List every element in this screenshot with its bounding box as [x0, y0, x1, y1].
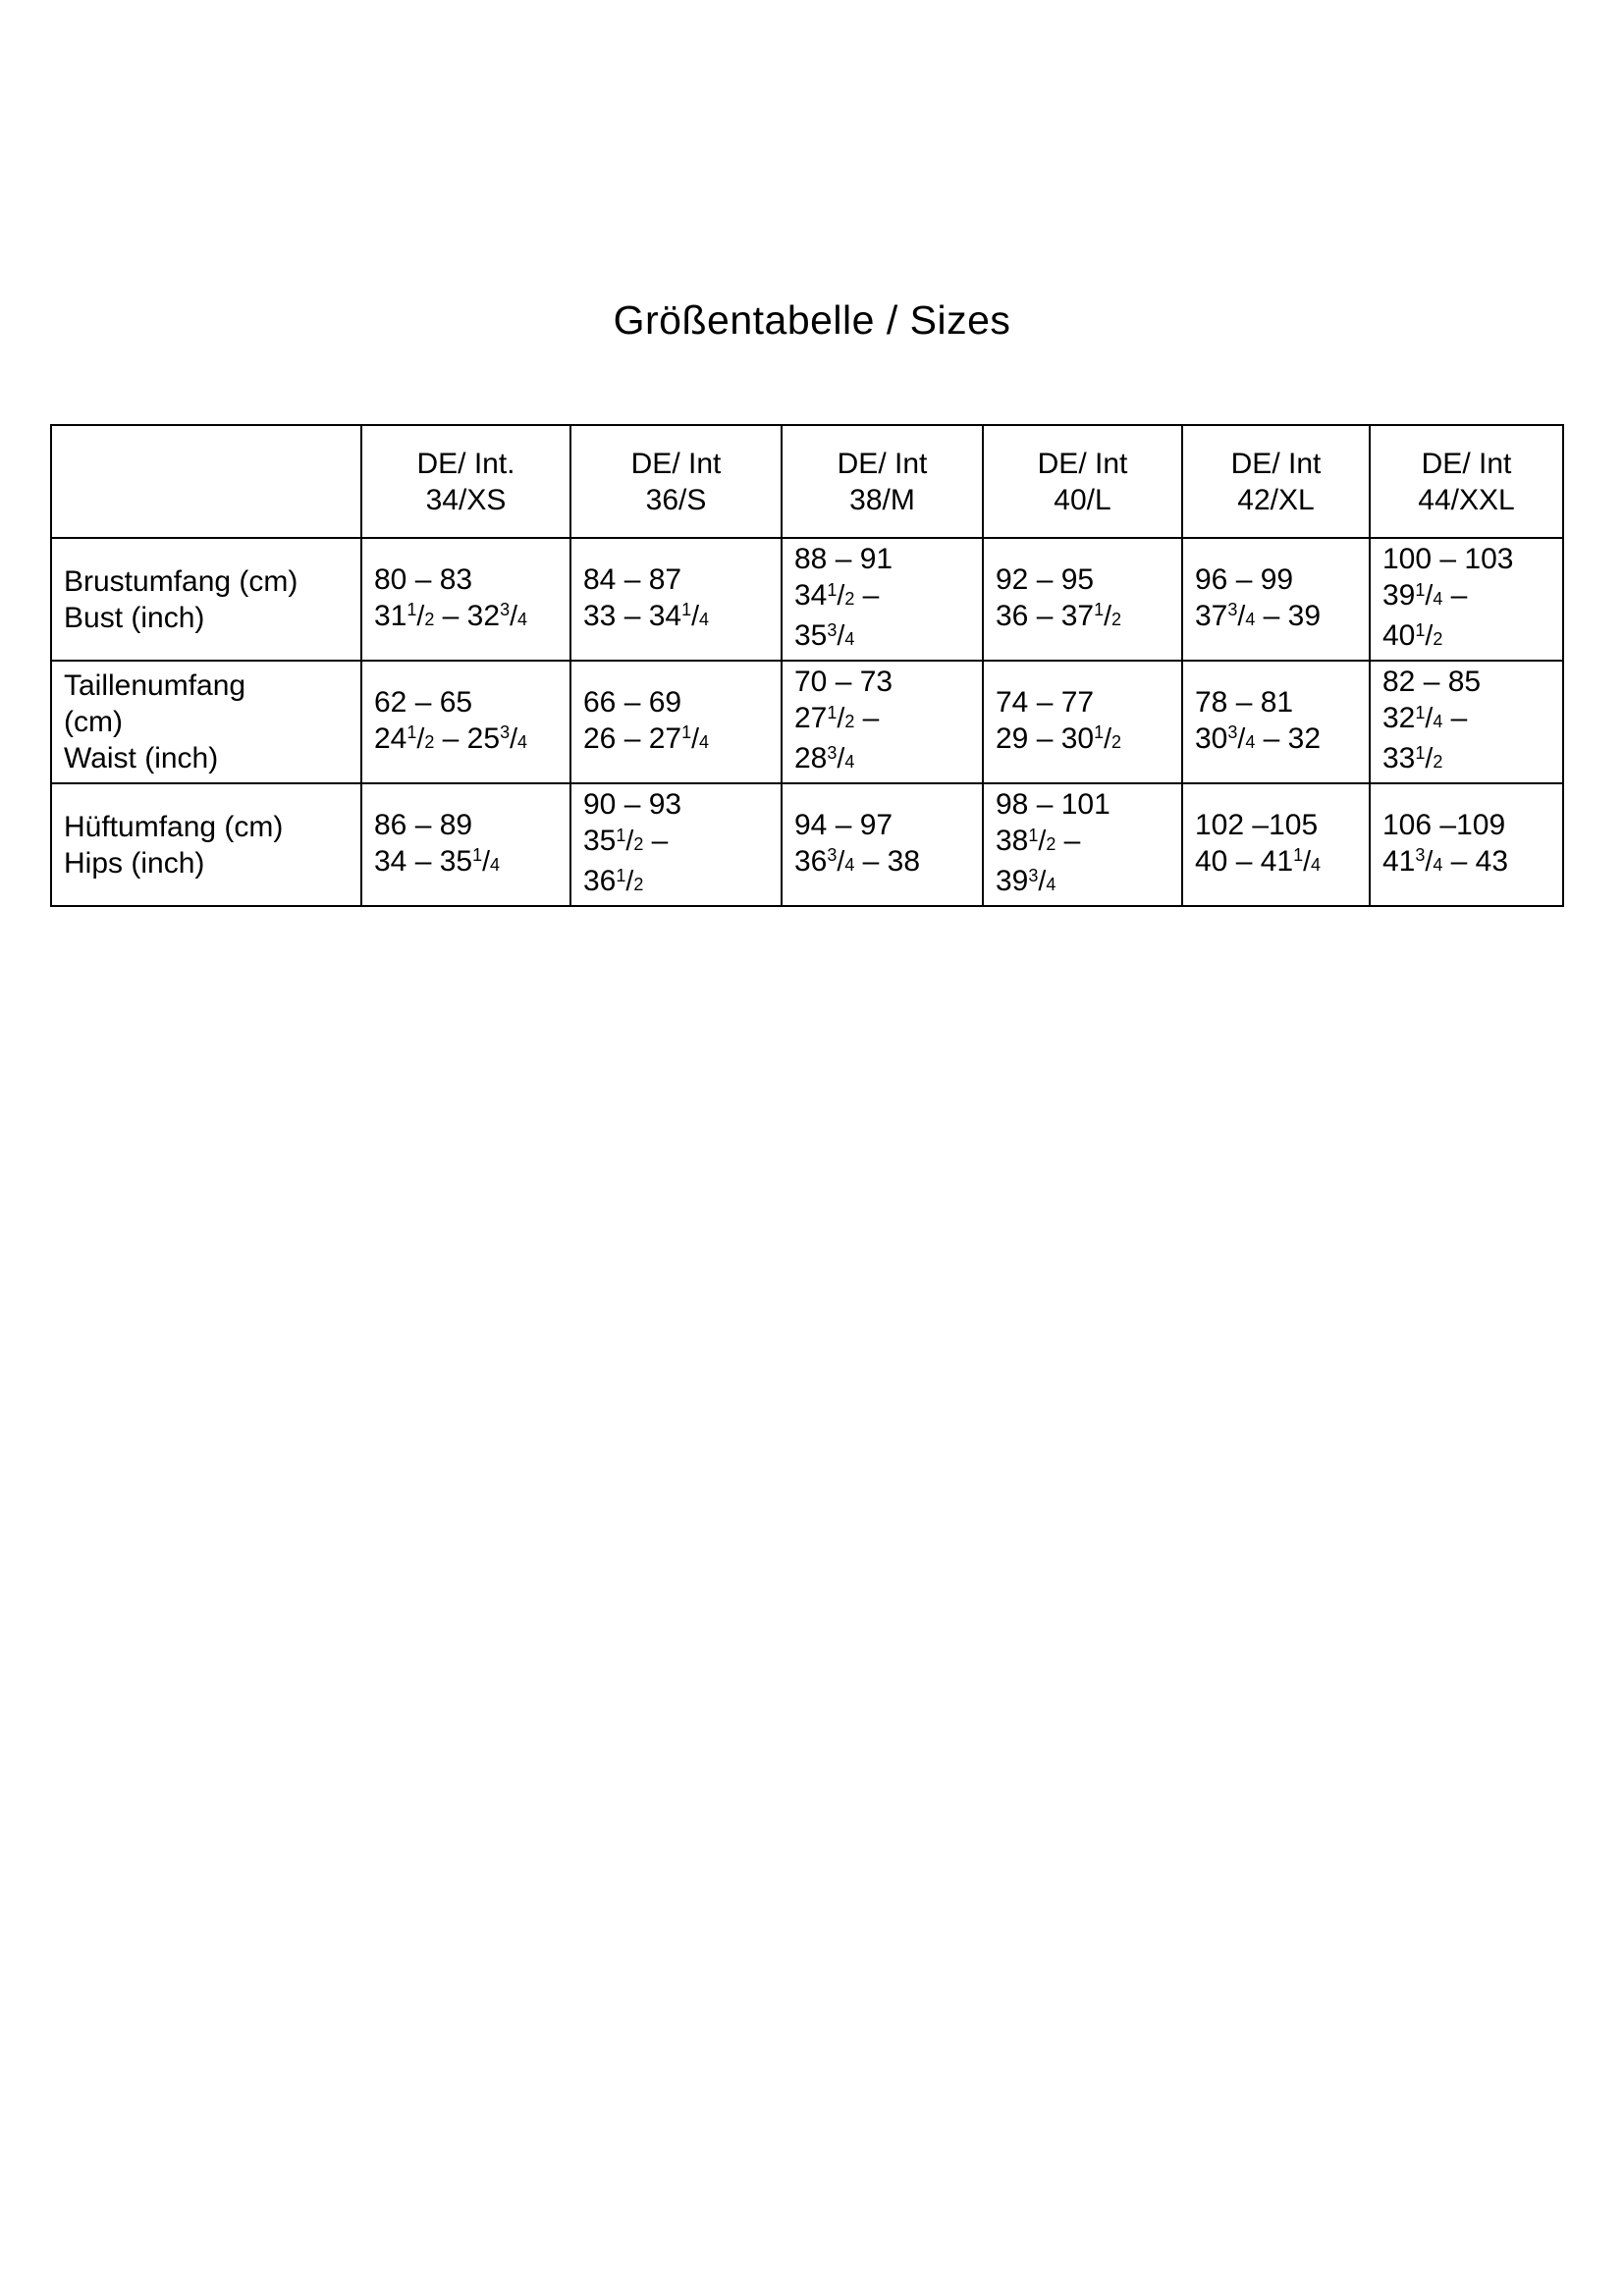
size-cell: 106 –109 $41^3/4 - 43$: [1370, 783, 1563, 906]
size-cell: 66 – 69 $26 - 27^1/4$: [570, 661, 782, 783]
row-label: Brustumfang (cm) Bust (inch): [51, 538, 361, 661]
column-header: DE/ Int. 34/XS: [361, 425, 570, 538]
size-cell: 86 – 89 $34 - 35^1/4$: [361, 783, 570, 906]
size-cell: 100 – 103 $39^1/4$ – $40^1/2$: [1370, 538, 1563, 661]
size-cell: 74 – 77 $29 - 30^1/2$: [983, 661, 1182, 783]
size-cell: 94 – 97 $36^3/4 - 38$: [782, 783, 983, 906]
column-header: DE/ Int 40/L: [983, 425, 1182, 538]
size-table-body: [51, 538, 1563, 906]
column-header: DE/ Int 38/M: [782, 425, 983, 538]
page-title: Größentabelle / Sizes: [613, 297, 1011, 343]
size-cell: 102 –105 $40 - 41^1/4$: [1182, 783, 1370, 906]
row-label: Hüftumfang (cm) Hips (inch): [51, 783, 361, 906]
size-cell: 82 – 85 $32^1/4$ – $33^1/2$: [1370, 661, 1563, 783]
size-cell: 88 – 91 $34^1/2$ – $35^3/4$: [782, 538, 983, 661]
size-cell: 80 – 83 $31^1/2 - 32^3/4$: [361, 538, 570, 661]
size-cell: 62 – 65 $24^1/2 - 25^3/4$: [361, 661, 570, 783]
row-label: Taillenumfang (cm) Waist (inch): [51, 661, 361, 783]
corner-cell: [51, 425, 361, 538]
size-cell: 96 – 99 $37^3/4 - 39$: [1182, 538, 1370, 661]
size-table-header: [51, 425, 1563, 538]
column-header: DE/ Int 36/S: [570, 425, 782, 538]
size-cell: 70 – 73 $27^1/2$ – $28^3/4$: [782, 661, 983, 783]
column-header: DE/ Int 44/XXL: [1370, 425, 1563, 538]
size-cell: 78 – 81 $30^3/4 - 32$: [1182, 661, 1370, 783]
header-row: [51, 425, 1563, 538]
table-row: [51, 538, 1563, 661]
size-cell: 84 – 87 $33 - 34^1/4$: [570, 538, 782, 661]
size-table: [50, 424, 1564, 907]
size-cell: 98 – 101 $38^1/2$ – $39^3/4$: [983, 783, 1182, 906]
column-header: DE/ Int 42/XL: [1182, 425, 1370, 538]
size-cell: 90 – 93 $35^1/2$ – $36^1/2$: [570, 783, 782, 906]
size-cell: 92 – 95 $36 - 37^1/2$: [983, 538, 1182, 661]
table-row: [51, 661, 1563, 783]
table-row: [51, 783, 1563, 906]
